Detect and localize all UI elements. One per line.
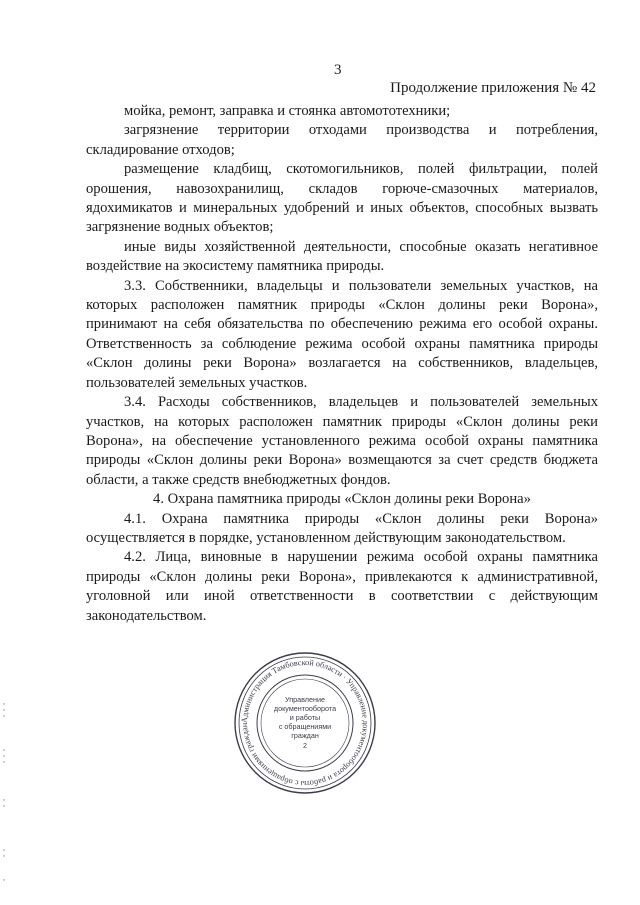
svg-text:граждан: граждан bbox=[291, 731, 319, 740]
svg-text:и работы: и работы bbox=[289, 713, 321, 722]
svg-text:Управление: Управление bbox=[285, 695, 325, 704]
paragraph-4-1: 4.1. Охрана памятника природы «Склон долины реки Ворона» осуществляется в порядке, установленном действующим законодательством. bbox=[86, 510, 598, 546]
list-item-car-service: мойка, ремонт, заправка и стоянка автомототехники; bbox=[124, 103, 451, 119]
list-item-waste: загрязнение территории отходами производства и потребления, складирование отходов; bbox=[86, 122, 598, 158]
paragraph-4-2: 4.2. Лица, виновные в нарушении режима особой охраны памятника природы «Склон долины реки Ворона», привлекаются к административной, уголовной или иной ответственности в соответствии с действующим законодательством. bbox=[86, 549, 598, 624]
paragraph-3-3: 3.3. Собственники, владельцы и пользователи земельных участков, на которых расположен памятник природы «Склон долины реки Ворона», принимают на себя обязательства по обеспечению режима его особой охраны. Ответственность за соблюдение режима особой охраны памятника природы «Склон долины реки Ворона» возлагается на собственников, владельцев, пользователей земельных участков. bbox=[86, 277, 598, 391]
appendix-continuation-label: Продолжение приложения № 42 bbox=[390, 80, 596, 96]
svg-text:документооборота: документооборота bbox=[273, 704, 337, 713]
scan-margin-marks bbox=[2, 700, 6, 890]
section-4-heading: 4. Охрана памятника природы «Склон долины реки Ворона» bbox=[153, 491, 531, 508]
seal-outer-text: Администрация Тамбовской области · Управление документооборота и работы с обращениями граждан bbox=[239, 657, 371, 789]
list-item-facilities: размещение кладбищ, скотомогильников, полей фильтрации, полей орошения, навозохранилищ, складов горюче-смазочных материалов, ядохимикатов и минеральных удобрений и иных объектов, способных вызвать загрязнение водных объектов; bbox=[86, 161, 598, 236]
official-seal-stamp bbox=[230, 648, 380, 798]
page-number: 3 bbox=[334, 62, 342, 78]
document-body bbox=[86, 102, 598, 626]
svg-text:с обращениями: с обращениями bbox=[278, 722, 332, 731]
seal-number: 2 bbox=[303, 741, 307, 750]
seal-inner-text bbox=[274, 695, 336, 750]
paragraph-3-4: 3.4. Расходы собственников, владельцев и пользователей земельных участков, на которых расположен памятник природы «Склон долины реки Ворона», на обеспечение установленного режима особой охраны памятника природы «Склон долины реки Ворона» возмещаются за счет средств бюджета области, а также средств внебюджетных фондов. bbox=[86, 394, 598, 488]
list-item-other-activities: иные виды хозяйственной деятельности, способные оказать негативное воздействие на экосистему памятника природы. bbox=[86, 238, 598, 275]
